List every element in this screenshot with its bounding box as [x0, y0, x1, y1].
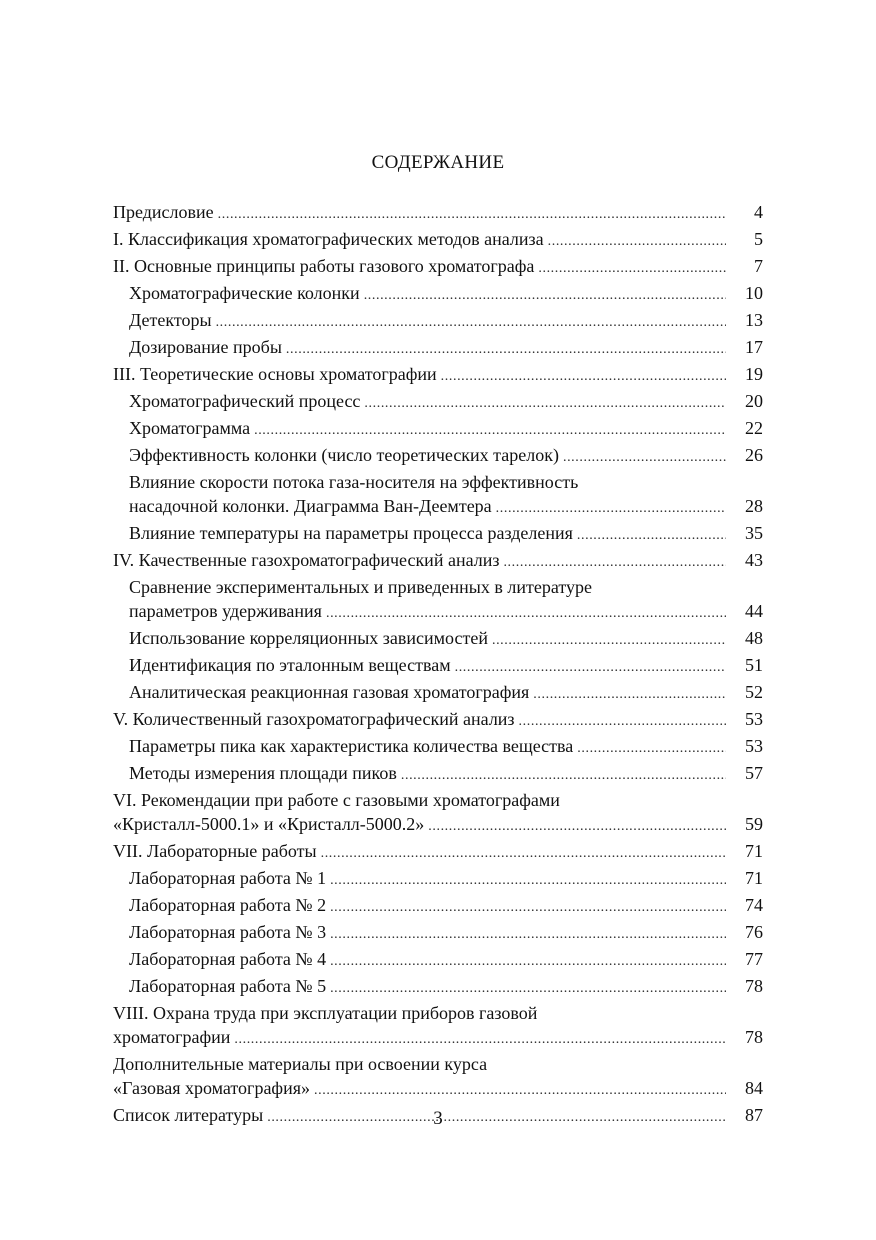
toc-entry-page: 87: [745, 1105, 763, 1125]
toc-entry-title: VII. Лабораторные работы: [113, 841, 317, 861]
dot-leader: [503, 551, 726, 575]
dot-leader: [441, 365, 726, 389]
toc-entry-page: 43: [745, 550, 763, 570]
dot-leader: [364, 284, 726, 308]
toc-entry-title: Хроматографический процесс: [129, 391, 361, 411]
toc-entry-title-line: Дополнительные материалы при освоении курса: [113, 1054, 488, 1074]
toc-entry-page: 76: [745, 922, 763, 942]
toc-entry-page: 57: [745, 763, 763, 783]
dot-leader: [216, 311, 726, 335]
toc-entry-page: 20: [745, 391, 763, 411]
toc-entry[interactable]: [113, 947, 763, 974]
dot-leader: [538, 257, 726, 281]
toc-entry-title: Аналитическая реакционная газовая хроматография: [129, 682, 530, 702]
toc-entry-title-line: Влияние скорости потока газа-носителя на эффективность: [129, 472, 579, 492]
toc-entry[interactable]: [113, 653, 763, 680]
toc-entry[interactable]: [113, 1052, 763, 1103]
toc-entry-title: Детекторы: [129, 310, 212, 330]
toc-entry-title: «Газовая хроматография»: [113, 1078, 311, 1098]
toc-entry-title: Лабораторная работа № 4: [129, 949, 327, 969]
dot-leader: [563, 446, 726, 470]
dot-leader: [286, 338, 726, 362]
toc-entry-title: Лабораторная работа № 2: [129, 895, 327, 915]
toc-entry-page: 84: [745, 1078, 763, 1098]
toc-entry-page: 17: [745, 337, 763, 357]
dot-leader: [364, 392, 726, 416]
toc-entry-page: 44: [745, 601, 763, 621]
toc-entry-page: 59: [745, 814, 763, 834]
dot-leader: [330, 923, 726, 947]
table-of-contents: [113, 200, 763, 1130]
toc-entry-title: Предисловие: [113, 202, 214, 222]
toc-entry-title: Параметры пика как характеристика количества вещества: [129, 736, 574, 756]
toc-entry-title: Влияние температуры на параметры процесса разделения: [129, 523, 573, 543]
dot-leader: [577, 737, 726, 761]
toc-entry[interactable]: [113, 734, 763, 761]
toc-entry[interactable]: [113, 920, 763, 947]
toc-entry-page: 5: [754, 229, 763, 249]
dot-leader: [496, 497, 726, 521]
toc-entry[interactable]: [113, 281, 763, 308]
toc-entry-page: 22: [745, 418, 763, 438]
toc-entry-title: Лабораторная работа № 3: [129, 922, 327, 942]
toc-entry[interactable]: [113, 575, 763, 626]
toc-entry-page: 52: [745, 682, 763, 702]
toc-entry-page: 71: [745, 868, 763, 888]
toc-entry-page: 78: [745, 1027, 763, 1047]
toc-entry-title: V. Количественный газохроматографический анализ: [113, 709, 515, 729]
dot-leader: [577, 524, 726, 548]
dot-leader: [548, 230, 726, 254]
toc-entry-title: Идентификация по эталонным веществам: [129, 655, 451, 675]
toc-entry-page: 53: [745, 736, 763, 756]
toc-entry-page: 48: [745, 628, 763, 648]
toc-entry[interactable]: [113, 761, 763, 788]
toc-entry-page: 10: [745, 283, 763, 303]
toc-entry[interactable]: [113, 416, 763, 443]
toc-entry[interactable]: [113, 866, 763, 893]
dot-leader: [254, 419, 726, 443]
toc-entry[interactable]: [113, 443, 763, 470]
toc-entry-page: 77: [745, 949, 763, 969]
toc-entry-page: 4: [754, 202, 763, 222]
dot-leader: [401, 764, 726, 788]
toc-entry-title: Эффективность колонки (число теоретических тарелок): [129, 445, 559, 465]
dot-leader: [314, 1079, 726, 1103]
toc-entry[interactable]: [113, 1001, 763, 1052]
toc-entry-page: 28: [745, 496, 763, 516]
dot-leader: [321, 842, 726, 866]
toc-entry-page: 71: [745, 841, 763, 861]
dot-leader: [330, 869, 726, 893]
dot-leader: [218, 203, 726, 227]
toc-entry[interactable]: [113, 521, 763, 548]
toc-entry-title-line: VI. Рекомендации при работе с газовыми хроматографами: [113, 790, 560, 810]
toc-entry-page: 13: [745, 310, 763, 330]
toc-entry[interactable]: [113, 227, 763, 254]
toc-entry-title: «Кристалл-5000.1» и «Кристалл-5000.2»: [113, 814, 425, 834]
toc-entry[interactable]: [113, 254, 763, 281]
toc-entry-title: Лабораторная работа № 5: [129, 976, 327, 996]
dot-leader: [330, 950, 726, 974]
toc-entry-title: II. Основные принципы работы газового хроматографа: [113, 256, 535, 276]
toc-entry[interactable]: [113, 626, 763, 653]
toc-entry-title: Использование корреляционных зависимостей: [129, 628, 488, 648]
page-title: СОДЕРЖАНИЕ: [371, 152, 505, 173]
dot-leader: [455, 656, 726, 680]
toc-entry[interactable]: [113, 548, 763, 575]
toc-entry[interactable]: [113, 839, 763, 866]
toc-entry-title: параметров удерживания: [129, 601, 322, 621]
toc-entry[interactable]: [113, 707, 763, 734]
toc-entry-page: 74: [745, 895, 763, 915]
toc-entry-title: IV. Качественные газохроматографический анализ: [113, 550, 500, 570]
dot-leader: [519, 710, 726, 734]
toc-entry-title: насадочной колонки. Диаграмма Ван-Деемтера: [129, 496, 492, 516]
toc-entry-title: Список литературы: [113, 1105, 264, 1125]
toc-entry-page: 53: [745, 709, 763, 729]
toc-entry-page: 51: [745, 655, 763, 675]
toc-entry[interactable]: [113, 788, 763, 839]
dot-leader: [533, 683, 726, 707]
toc-entry-title: хроматографии: [113, 1027, 231, 1047]
dot-leader: [234, 1028, 726, 1052]
toc-entry-title: Хроматографические колонки: [129, 283, 360, 303]
toc-entry-title: Дозирование пробы: [129, 337, 282, 357]
toc-entry[interactable]: [113, 680, 763, 707]
toc-entry[interactable]: [113, 362, 763, 389]
toc-entry-title-line: Сравнение экспериментальных и приведенных в литературе: [129, 577, 592, 597]
toc-entry-title: I. Классификация хроматографических методов анализа: [113, 229, 544, 249]
toc-entry-title-line: VIII. Охрана труда при эксплуатации приборов газовой: [113, 1003, 538, 1023]
dot-leader: [428, 815, 726, 839]
toc-entry[interactable]: [113, 893, 763, 920]
dot-leader: [492, 629, 726, 653]
toc-entry[interactable]: [113, 335, 763, 362]
page-number: 3: [433, 1108, 443, 1129]
toc-entry[interactable]: [113, 389, 763, 416]
toc-entry[interactable]: [113, 974, 763, 1001]
toc-entry-title: Методы измерения площади пиков: [129, 763, 397, 783]
dot-leader: [326, 602, 726, 626]
toc-entry-page: 78: [745, 976, 763, 996]
toc-entry-title: Хроматограмма: [129, 418, 251, 438]
toc-entry-page: 26: [745, 445, 763, 465]
toc-entry-page: 7: [754, 256, 763, 276]
dot-leader: [330, 896, 726, 920]
dot-leader: [330, 977, 726, 1001]
toc-entry-title: III. Теоретические основы хроматографии: [113, 364, 437, 384]
toc-entry-page: 19: [745, 364, 763, 384]
toc-entry[interactable]: [113, 470, 763, 521]
toc-entry-page: 35: [745, 523, 763, 543]
toc-entry[interactable]: [113, 308, 763, 335]
toc-entry[interactable]: [113, 200, 763, 227]
toc-entry-title: Лабораторная работа № 1: [129, 868, 327, 888]
